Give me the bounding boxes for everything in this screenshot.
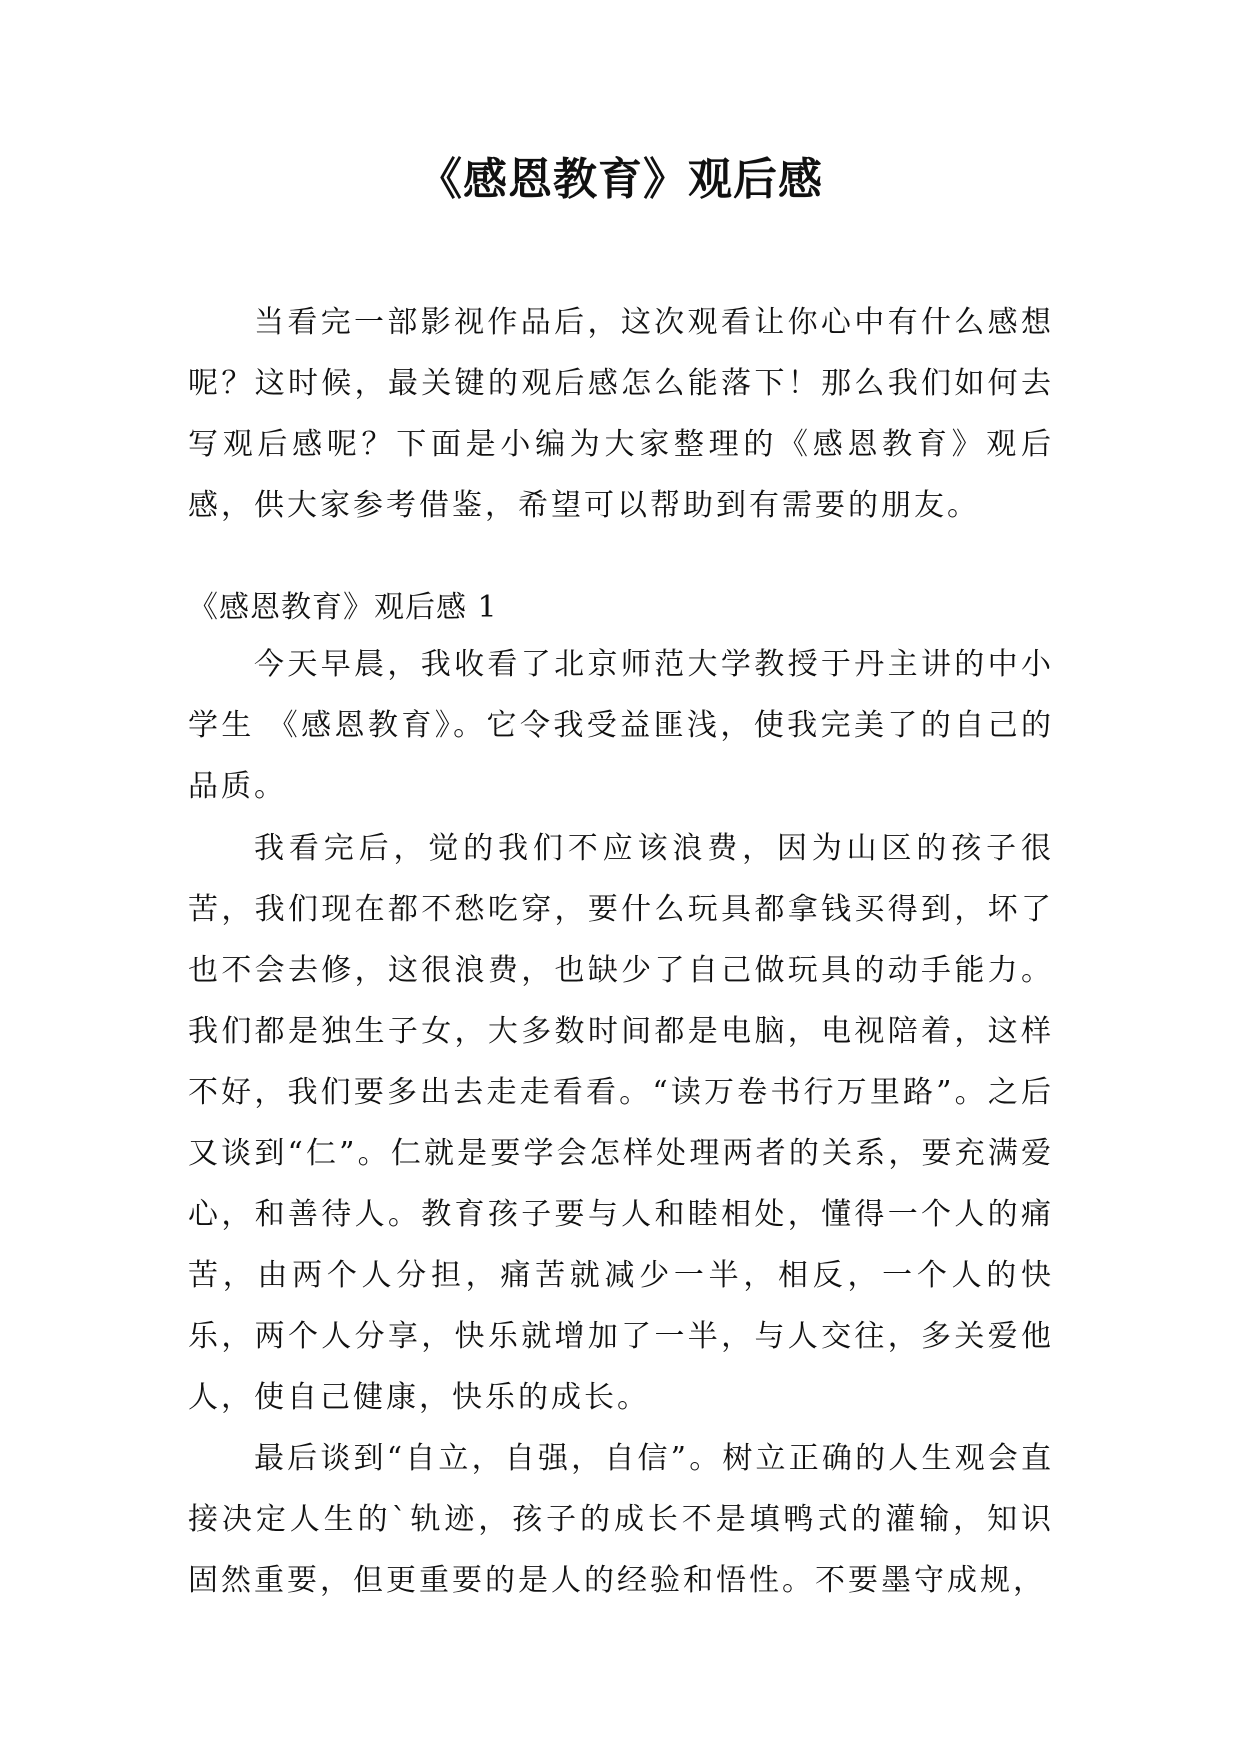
document-title: 《感恩教育》观后感 (418, 154, 823, 205)
section-heading: 《感恩教育》观后感 1 (188, 590, 498, 625)
intro-paragraph: 当看完一部影视作品后，这次观看让你心中有什么感想呢？这时候，最关键的观后感怎么能落下！那么我们如何去写观后感呢？下面是小编为大家整理的《感恩教育》观后感，供大家参考借鉴，希望可以帮助到有需要的朋友。 (188, 305, 1054, 523)
body-paragraph-3: 最后谈到“自立，自强，自信”。树立正确的人生观会直接决定人生的`轨迹，孩子的成长不是填鸭式的灌输，知识固然重要，但更重要的是人的经验和悟性。不要墨守成规， (188, 1441, 1054, 1598)
body-paragraph-2: 我看完后，觉的我们不应该浪费，因为山区的孩子很苦，我们现在都不愁吃穿，要什么玩具都拿钱买得到，坏了也不会去修，这很浪费，也缺少了自己做玩具的动手能力。我们都是独生子女，大多数时间都是电脑，电视陪着，这样不好，我们要多出去走走看看。“读万卷书行万里路”。之后又谈到“仁”。仁就是要学会怎样处理两者的关系，要充满爱心，和善待人。教育孩子要与人和睦相处，懂得一个人的痛苦，由两个人分担，痛苦就减少一半，相反，一个人的快乐，两个人分享，快乐就增加了一半，与人交往，多关爱他人，使自己健康，快乐的成长。 (188, 831, 1054, 1415)
body-paragraph-1: 今天早晨，我收看了北京师范大学教授于丹主讲的中小学生 《感恩教育》。它令我受益匪浅，使我完美了的自己的品质。 (188, 647, 1054, 804)
